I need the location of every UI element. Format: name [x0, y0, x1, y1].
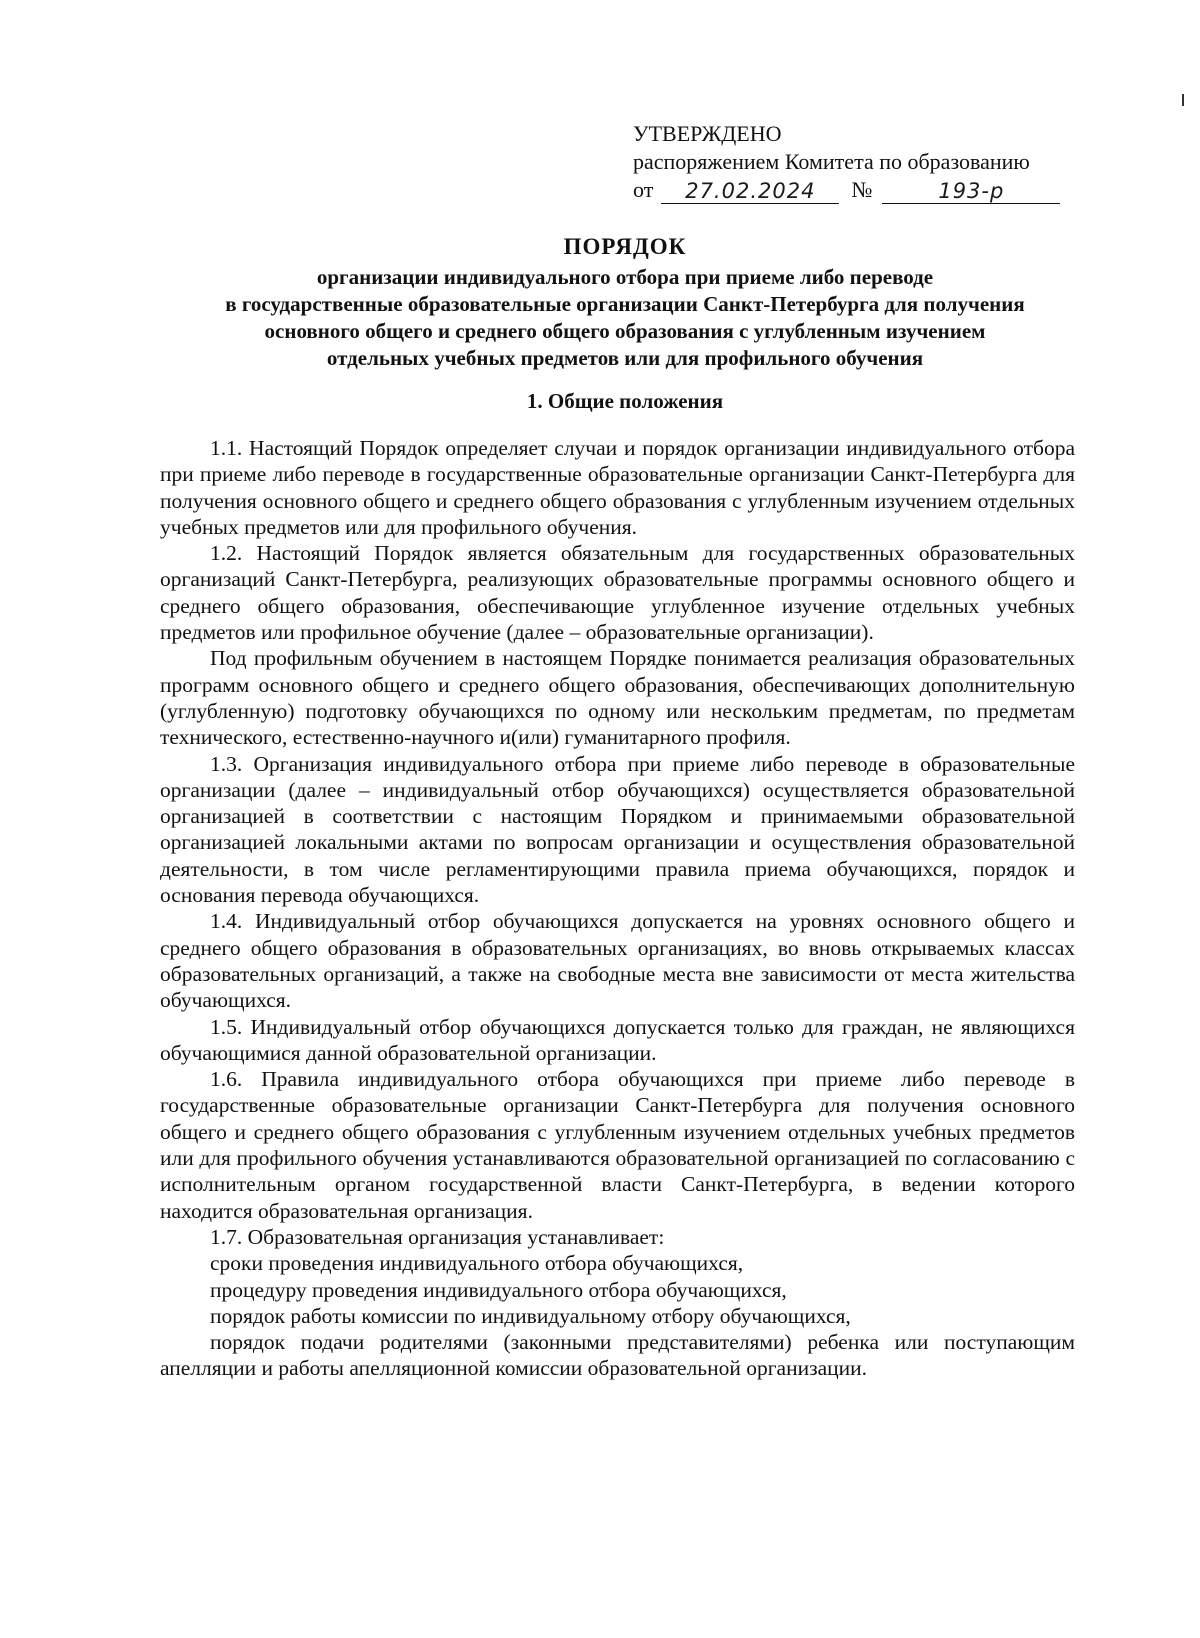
list-item: сроки проведения индивидуального отбора обучающихся, — [210, 1251, 744, 1276]
paragraph-1-1: 1.1. Настоящий Порядок определяет случаи и порядок организации индивидуального отбора при приеме либо переводе в государственные образовательные организации Санкт-Петербурга для получения основного общего и среднего общего образования с углубленным изучением отдельных учебных предметов или для профильного обучения. — [160, 436, 1075, 539]
title-line-2: в государственные образовательные организации Санкт-Петербурга для получения — [225, 292, 1025, 316]
list-item: процедуру проведения индивидуального отбора обучающихся, — [210, 1277, 787, 1302]
paragraph-1-4: 1.4. Индивидуальный отбор обучающихся допускается на уровнях основного общего и среднего общего образования в образовательных организациях, во вновь открываемых классах образовательных организаций, а также на свободные места вне зависимости от места жительства обучающихся. — [160, 909, 1075, 1013]
paragraph-1-7: 1.7. Образовательная организация устанавливает: — [210, 1224, 665, 1249]
scan-edge-mark — [1182, 94, 1184, 106]
number-label: № — [851, 177, 873, 202]
document-body — [160, 435, 1075, 1382]
section-heading: 1. Общие положения — [526, 389, 724, 413]
approved-by-order: распоряжением Комитета по образованию — [633, 149, 1030, 174]
title-main: ПОРЯДОК — [563, 234, 687, 259]
title-line-1: организации индивидуального отбора при приеме либо переводе — [316, 265, 934, 289]
title-line-3: основного общего и среднего общего образования с углубленным изучением — [264, 319, 986, 343]
paragraph-1-5: 1.5. Индивидуальный отбор обучающихся допускается только для граждан, не являющихся обучающимися данной образовательной организации. — [160, 1014, 1075, 1065]
order-number-field — [882, 179, 1060, 204]
order-date-number-line — [633, 176, 1073, 204]
approved-label: УТВЕРЖДЕНО — [633, 121, 782, 146]
order-date-handwritten: 27.02.2024 — [685, 179, 816, 203]
title-line-4: отдельных учебных предметов или для профильного обучения — [326, 346, 924, 370]
list-item: порядок подачи родителями (законными представителями) ребенка или поступающим апелляции и работы апелляционной комиссии образовательной организации. — [160, 1330, 1075, 1381]
document-title — [150, 232, 1100, 372]
paragraph-profile-definition: Под профильным обучением в настоящем Порядке понимается реализация образовательных программ основного общего и среднего общего образования, обеспечивающих дополнительную (углубленную) подготовку обучающихся по одному или нескольким предметам, по предметам технического, естественно-научного и(или) гуманитарного профиля. — [160, 646, 1075, 750]
list-item: порядок работы комиссии по индивидуальному отбору обучающихся, — [210, 1303, 851, 1328]
approval-stamp — [633, 120, 1073, 204]
paragraph-1-6: 1.6. Правила индивидуального отбора обучающихся при приеме либо переводе в государственные образовательные организации Санкт-Петербурга для получения основного общего и среднего общего образования с углубленным изучением отдельных учебных предметов или для профильного обучения устанавливаются образовательной организацией по согласованию с исполнительным органом государственной власти Санкт-Петербурга, в ведении которого находится образовательная организация. — [160, 1067, 1075, 1223]
paragraph-1-2: 1.2. Настоящий Порядок является обязательным для государственных образовательных организаций Санкт-Петербурга, реализующих образовательные программы основного общего и среднего общего образования, обеспечивающие углубленное изучение отдельных учебных предметов или профильное обучение (далее – образовательные организации). — [160, 541, 1075, 645]
paragraph-1-3: 1.3. Организация индивидуального отбора при приеме либо переводе в образовательные организации (далее – индивидуальный отбор обучающихся) осуществляется образовательной организацией в соответствии с настоящим Порядком и принимаемыми образовательной организацией локальными актами по вопросам организации и осуществления образовательной деятельности, в том числе регламентирующими правила приема обучающихся, порядок и основания перевода обучающихся. — [160, 751, 1075, 908]
order-number-handwritten: 193-р — [938, 179, 1005, 203]
order-date-field — [661, 179, 839, 204]
from-label: от — [633, 177, 654, 202]
